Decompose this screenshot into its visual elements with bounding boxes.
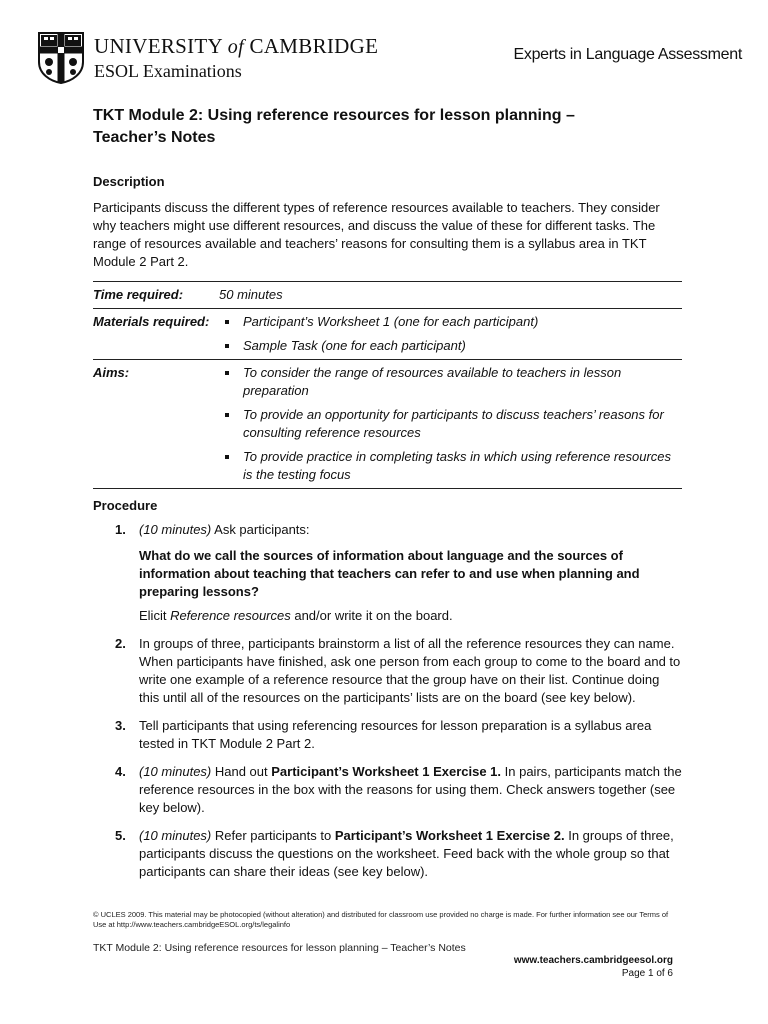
aims-list: [219, 364, 682, 484]
procedure-heading: Procedure: [93, 498, 158, 513]
procedure-steps: [93, 521, 682, 881]
aims-label: Aims:: [93, 360, 219, 489]
page-number: Page 1 of 6: [621, 968, 673, 979]
footer-url: www.teachers.cambridgeesol.org: [513, 955, 673, 966]
title-line-1: TKT Module 2: Using reference resources for lesson planning –: [93, 107, 575, 124]
step-1-elicit: Elicit Reference resources and/or write it on the board.: [139, 608, 453, 623]
materials-row: [93, 309, 682, 360]
time-label: Time required:: [93, 287, 184, 302]
bullet-icon: [225, 344, 229, 348]
page-header: [38, 32, 742, 84]
tagline: Experts in Language Assessment: [513, 46, 742, 63]
list-item: To consider the range of resources available to teachers in lesson preparation: [219, 364, 682, 400]
bullet-icon: [225, 320, 229, 324]
list-item: Participant’s Worksheet 1 (one for each participant): [219, 313, 682, 331]
materials-list: [219, 313, 682, 355]
materials-label: Materials required:: [93, 309, 219, 360]
bullet-icon: [225, 413, 229, 417]
step-1-question: What do we call the sources of information about language and the sources of information about teaching that teachers can refer to and use when planning and preparing lessons?: [139, 548, 640, 599]
time-value: 50 minutes: [219, 287, 283, 302]
procedure-step-4: 4. (10 minutes) Hand out Participant’s Worksheet 1 Exercise 1. In pairs, participants match the reference resources in the box with the reasons for using them. Check answers together (see key below).: [115, 764, 682, 815]
procedure-step-3: 3. Tell participants that using referencing resources for lesson preparation is a syllabus area tested in TKT Module 2 Part 2.: [115, 718, 652, 751]
description-text: Participants discuss the different types of reference resources available to teachers. They consider why teachers might use different resources, and discuss the value of these for different tasks. The range of resources available and teachers’ reasons for consulting them is a syllabus area in TKT Module 2 Part 2.: [93, 200, 660, 269]
cambridge-crest-icon: [38, 32, 84, 84]
info-table: [93, 281, 682, 489]
footer-document-title: TKT Module 2: Using reference resources for lesson planning – Teacher’s Notes: [93, 942, 466, 954]
title-line-2: Teacher’s Notes: [93, 129, 216, 146]
bullet-icon: [225, 371, 229, 375]
bullet-icon: [225, 455, 229, 459]
list-item: To provide an opportunity for participants to discuss teachers’ reasons for consulting reference resources: [219, 406, 682, 442]
copyright-notice: © UCLES 2009. This material may be photocopied (without alteration) and distributed for classroom use provided no charge is made. For further information see our Terms of Use at http://www.teachers.cambridgeESOL.org/ts/legalinfo: [93, 910, 669, 929]
university-wordmark: UNIVERSITY of CAMBRIDGE: [94, 34, 379, 58]
list-item: To provide practice in completing tasks in which using reference resources is the testing focus: [219, 448, 682, 484]
procedure-step-5: 5. (10 minutes) Refer participants to Participant’s Worksheet 1 Exercise 2. In groups of three, participants discuss the questions on the worksheet. Feed back with the whole group so that participants can share their ideas (see key below).: [115, 828, 674, 879]
aims-row: [93, 360, 682, 489]
list-item: Sample Task (one for each participant): [219, 337, 682, 355]
time-row: [93, 282, 682, 309]
procedure-step-2: 2. In groups of three, participants brainstorm a list of all the reference resources they can name. When participants have finished, ask one person from each group to come to the board and to write one example of a reference resource that the group have on their list. Continue doing this until all of the resources on the participants’ lists are on the board (see key below).: [115, 636, 681, 705]
document-body: [93, 105, 682, 891]
procedure-step-1: 1. (10 minutes) Ask participants: What do we call the sources of information about language and the sources of information about teaching that teachers can refer to and use when planning and preparing lessons? Elicit Reference resources and/or write it on the board.: [93, 521, 682, 625]
description-heading: Description: [93, 174, 165, 189]
esol-wordmark: ESOL Examinations: [94, 61, 242, 81]
document-title: [93, 105, 682, 149]
